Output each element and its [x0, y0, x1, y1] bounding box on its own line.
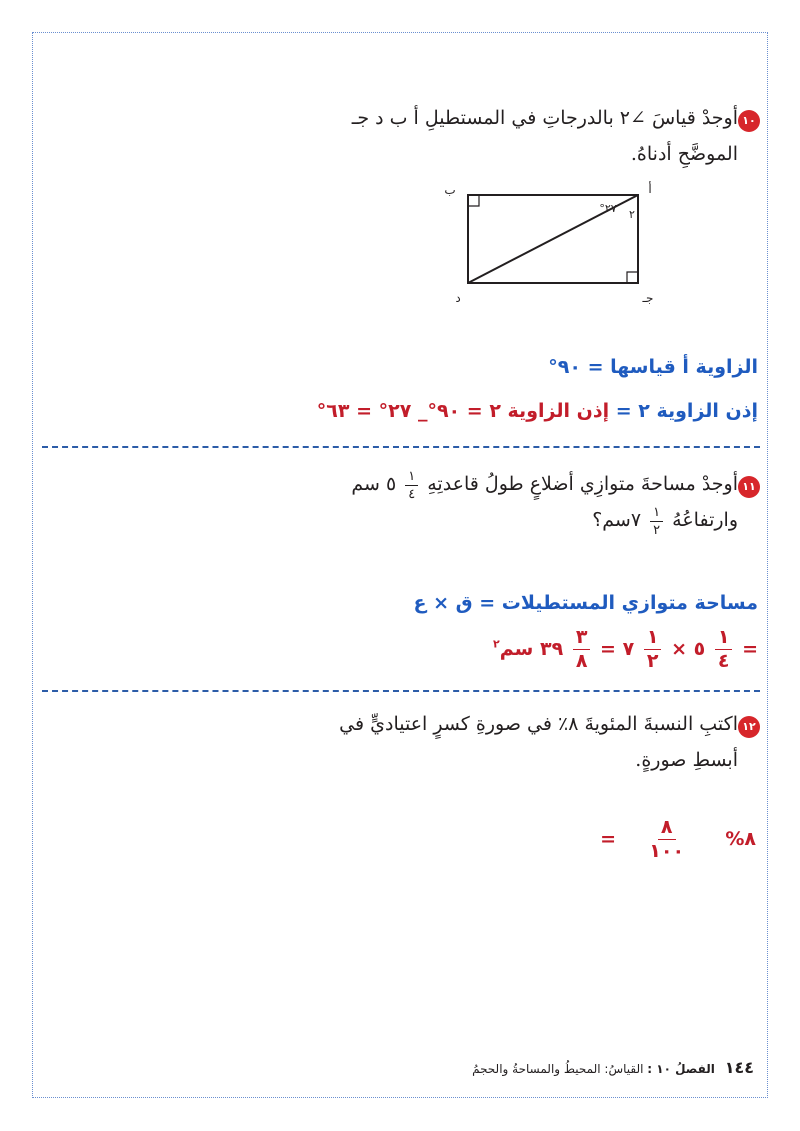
- fraction: [573, 628, 591, 671]
- unit: [493, 638, 533, 660]
- math-symbol: =: [742, 638, 758, 660]
- question-text-line: [268, 466, 738, 502]
- vertex-label-a: أ: [648, 182, 652, 196]
- fraction-numerator: ١: [644, 628, 662, 650]
- question-text-line: اكتبِ النسبةَ المئويةَ ٨٪ في صورةِ كسرٍ اعتياديٍّ في: [339, 713, 738, 735]
- question-text-line: أوجدْ قياسَ ∠٢ بالدرجاتِ في المستطيلِ أ ب د جـ: [351, 107, 738, 129]
- question-text: [268, 466, 738, 538]
- math-symbol: =: [600, 638, 616, 660]
- chapter-title: القياسُ: المحيطُ والمساحةُ والحجمُ: [472, 1062, 644, 1076]
- fraction-denominator: ١٠٠: [649, 840, 685, 862]
- fraction-denominator: ٢: [646, 650, 659, 672]
- question-text: [268, 706, 738, 778]
- answer-line: [317, 400, 758, 422]
- rectangle-diagram: [420, 180, 660, 310]
- question-text-part: ٧سم؟: [592, 509, 642, 531]
- question-text-part: وارتفاعُهُ: [672, 509, 738, 531]
- angle-label-27: ٢٧°: [599, 202, 617, 215]
- unit-text: سم: [499, 638, 534, 660]
- whole-number: ٥: [693, 638, 706, 660]
- section-divider: [42, 690, 760, 692]
- vertex-label-d: د: [455, 291, 461, 305]
- percent-value: ٨%: [725, 828, 756, 850]
- fraction-numerator: ١: [650, 506, 663, 522]
- math-symbol: ×: [671, 638, 687, 660]
- fraction: [644, 628, 662, 671]
- angle-label-2: ٢: [629, 208, 635, 221]
- fraction-denominator: ٤: [717, 650, 730, 672]
- fraction: [405, 470, 418, 501]
- question-text-line: الموضَّحِ أدناهُ.: [630, 143, 738, 165]
- fraction-numerator: ٣: [573, 628, 591, 650]
- answer-line: [600, 818, 756, 861]
- answer-line: [493, 628, 758, 671]
- question-text-line: [268, 502, 738, 538]
- fraction-denominator: ٤: [408, 486, 416, 502]
- fraction: [646, 818, 687, 861]
- fraction: [715, 628, 733, 671]
- unit-power: ٢: [493, 637, 500, 651]
- question-text-part: أوجدْ مساحةَ متوازِي أضلاعٍ طولُ قاعدتِهِ: [427, 473, 738, 495]
- fraction-numerator: ١: [405, 470, 418, 486]
- fraction-denominator: ٢: [653, 522, 661, 538]
- chapter-label: الفصلُ ١٠ :: [647, 1062, 715, 1076]
- answer-line: مساحة متوازي المستطيلات = ق × ع: [413, 592, 758, 614]
- fraction: [650, 506, 663, 537]
- question-text-part: ٥ سم: [351, 473, 397, 495]
- page-number: ١٤٤: [724, 1058, 754, 1077]
- vertex-label-c: جـ: [642, 291, 654, 305]
- right-angle-marker-b: [468, 195, 479, 206]
- fraction-numerator: ١: [715, 628, 733, 650]
- question-number-badge: ١٢: [738, 716, 760, 738]
- vertex-label-b: ب: [444, 183, 456, 197]
- whole-number: ٧: [622, 638, 635, 660]
- question-number-badge: ١٠: [738, 110, 760, 132]
- answer-result: إذن الزاوية ٢ = ٩٠°_ ٢٧° = ٦٣°: [316, 400, 610, 422]
- question-text: [268, 100, 738, 172]
- question-text-line: أبسطِ صورةٍ.: [635, 749, 738, 771]
- page-footer: [472, 1058, 754, 1077]
- fraction-denominator: ٨: [575, 650, 588, 672]
- section-divider: [42, 446, 760, 448]
- whole-number: ٣٩: [539, 638, 564, 660]
- fraction-numerator: ٨: [658, 818, 676, 840]
- answer-prefix: إذن الزاوية ٢ =: [609, 400, 758, 422]
- right-angle-marker-c: [627, 272, 638, 283]
- question-number-badge: ١١: [738, 476, 760, 498]
- math-symbol: =: [600, 828, 617, 850]
- answer-line: الزاوية أ قياسها = ٩٠°: [548, 356, 758, 378]
